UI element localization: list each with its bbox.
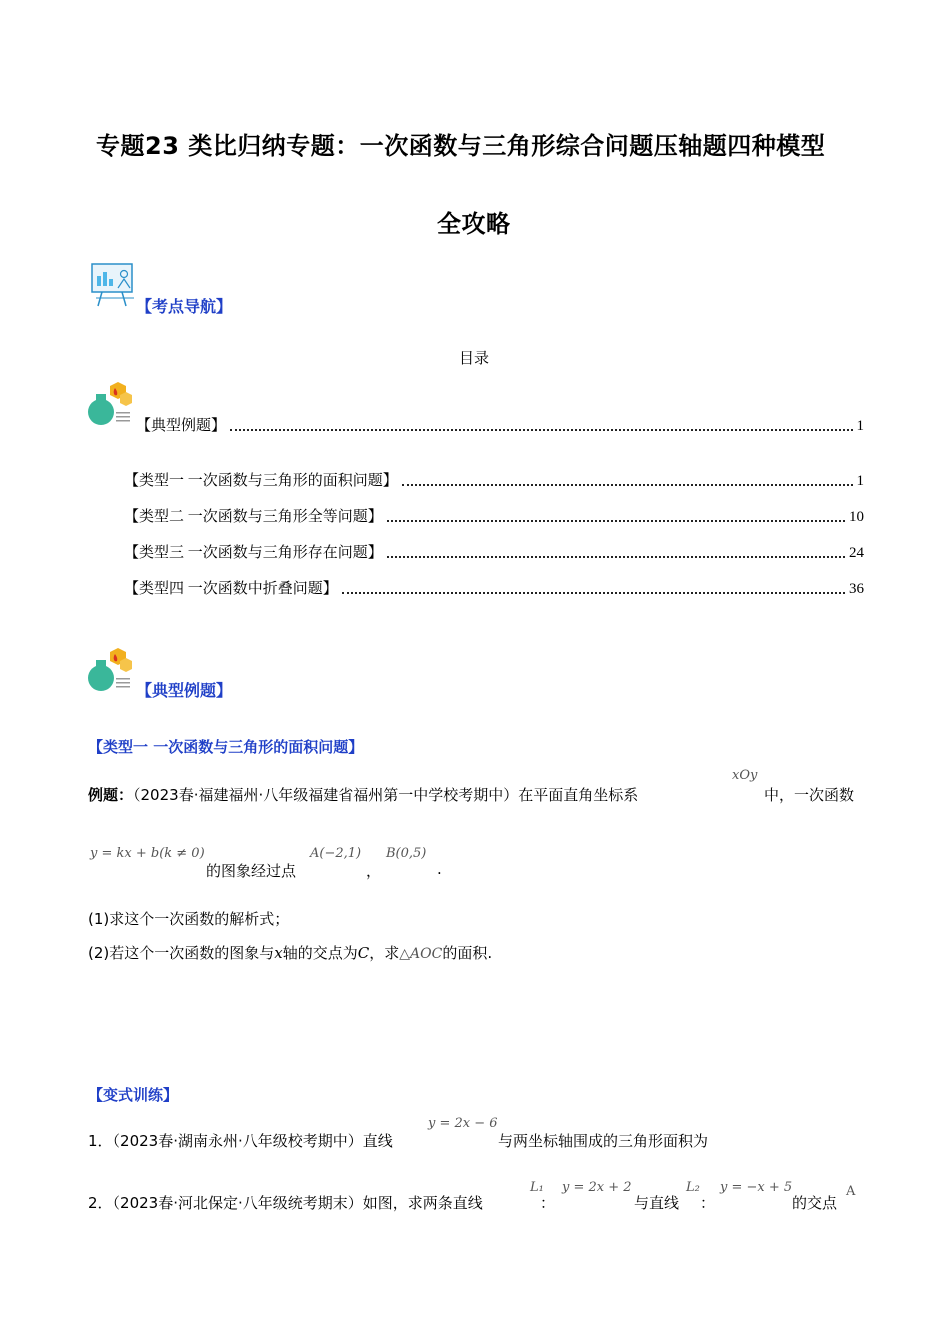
toc-heading: 目录 [459, 349, 490, 367]
example-line1 [88, 784, 638, 805]
exercise-2-colon-2: ： [700, 1194, 716, 1212]
toc-dot-leader [402, 484, 853, 486]
exercise-2-formula-1: y = 2x + 2 [562, 1180, 632, 1195]
exercise-2 [88, 1192, 483, 1213]
exercise-1-source: （2023春·湖南永州·八年级校考期中）直线 [112, 1132, 393, 1150]
toc-entry-page: 24 [849, 545, 864, 561]
exercise-2-source: （2023春·河北保定·八年级统考期末）如图，求两条直线 [112, 1194, 483, 1212]
function-formula: y = kx + b(k ≠ 0) [90, 846, 205, 861]
toc-entry-label: 【类型四 一次函数中折叠问题】 [124, 581, 338, 597]
question-1: (1)求这个一次函数的解析式； [88, 910, 290, 928]
question-2 [88, 942, 492, 963]
example-text-point: 的图象经过点 [206, 862, 297, 880]
page-title-line2: 全攻略 [437, 210, 511, 238]
line-l1-label: L₁ [530, 1180, 544, 1195]
point-a-formula: A(−2,1) [310, 846, 362, 861]
exercise-1 [88, 1130, 393, 1151]
toc-entry[interactable] [124, 469, 864, 490]
flask-icon [88, 380, 134, 428]
line-l2-label: L₂ [686, 1180, 700, 1195]
exercise-2-colon-1: ： [540, 1194, 556, 1212]
question-2-text-d: ，求 [369, 944, 400, 962]
section-header: 【典型例题】 [136, 681, 233, 700]
question-2-x: x [274, 944, 283, 962]
triangle-formula: △AOC [399, 946, 443, 962]
teaching-board-icon [88, 262, 138, 308]
question-2-text-e: 的面积. [442, 944, 493, 962]
toc-entry[interactable] [124, 505, 864, 526]
toc-entry-label: 【类型一 一次函数与三角形的面积问题】 [124, 473, 398, 489]
toc-entry[interactable] [124, 541, 864, 562]
point-a-label: A [846, 1184, 856, 1199]
toc-entry-page: 36 [849, 581, 864, 597]
coord-system-formula: xOy [732, 768, 758, 783]
toc-entry-page: 1 [856, 418, 864, 434]
exercise-1-formula: y = 2x − 6 [428, 1116, 498, 1131]
exercise-1-text: 与两坐标轴围成的三角形面积为 [498, 1132, 709, 1150]
question-2-text-b: 轴的交点为 [282, 944, 358, 962]
example-period: . [437, 860, 442, 878]
exercise-2-formula-2: y = −x + 5 [720, 1180, 793, 1195]
toc-entry-page: 10 [849, 509, 864, 525]
toc-dot-leader [387, 556, 845, 558]
exercise-1-number: 1． [88, 1132, 113, 1150]
variant-header: 【变式训练】 [88, 1086, 179, 1104]
exercise-2-text-mid: 与直线 [634, 1194, 680, 1212]
toc-dot-leader [387, 520, 845, 522]
example-source: （2023春·福建福州·八年级福建省福州第一中学校考期中）在平面直角坐标系 [133, 786, 639, 804]
exercise-2-number: 2． [88, 1194, 113, 1212]
exercise-2-text-end: 的交点 [792, 1194, 838, 1212]
toc-entry[interactable] [124, 577, 864, 598]
toc-dot-leader [230, 429, 852, 431]
example-text-mid: 中，一次函数 [764, 786, 855, 804]
toc-dot-leader [342, 592, 845, 594]
nav-header: 【考点导航】 [136, 297, 233, 316]
toc-entry-label: 【类型二 一次函数与三角形全等问题】 [124, 509, 383, 525]
question-2-c: C [357, 944, 370, 962]
point-b-formula: B(0,5) [386, 846, 427, 861]
example-label: 例题： [88, 786, 134, 804]
toc-entry-label: 【类型三 一次函数与三角形存在问题】 [124, 545, 383, 561]
page-title-line1: 专题23 类比归纳专题：一次函数与三角形综合问题压轴题四种模型 [96, 132, 826, 160]
toc-entry-page: 1 [856, 473, 864, 489]
toc-entry[interactable] [136, 414, 864, 435]
flask-icon [88, 646, 134, 694]
type1-header: 【类型一 一次函数与三角形的面积问题】 [88, 738, 364, 756]
example-comma: ， [366, 862, 382, 880]
question-2-text-a: (2)若这个一次函数的图象与 [88, 944, 275, 962]
toc-entry-label: 【典型例题】 [136, 418, 227, 434]
